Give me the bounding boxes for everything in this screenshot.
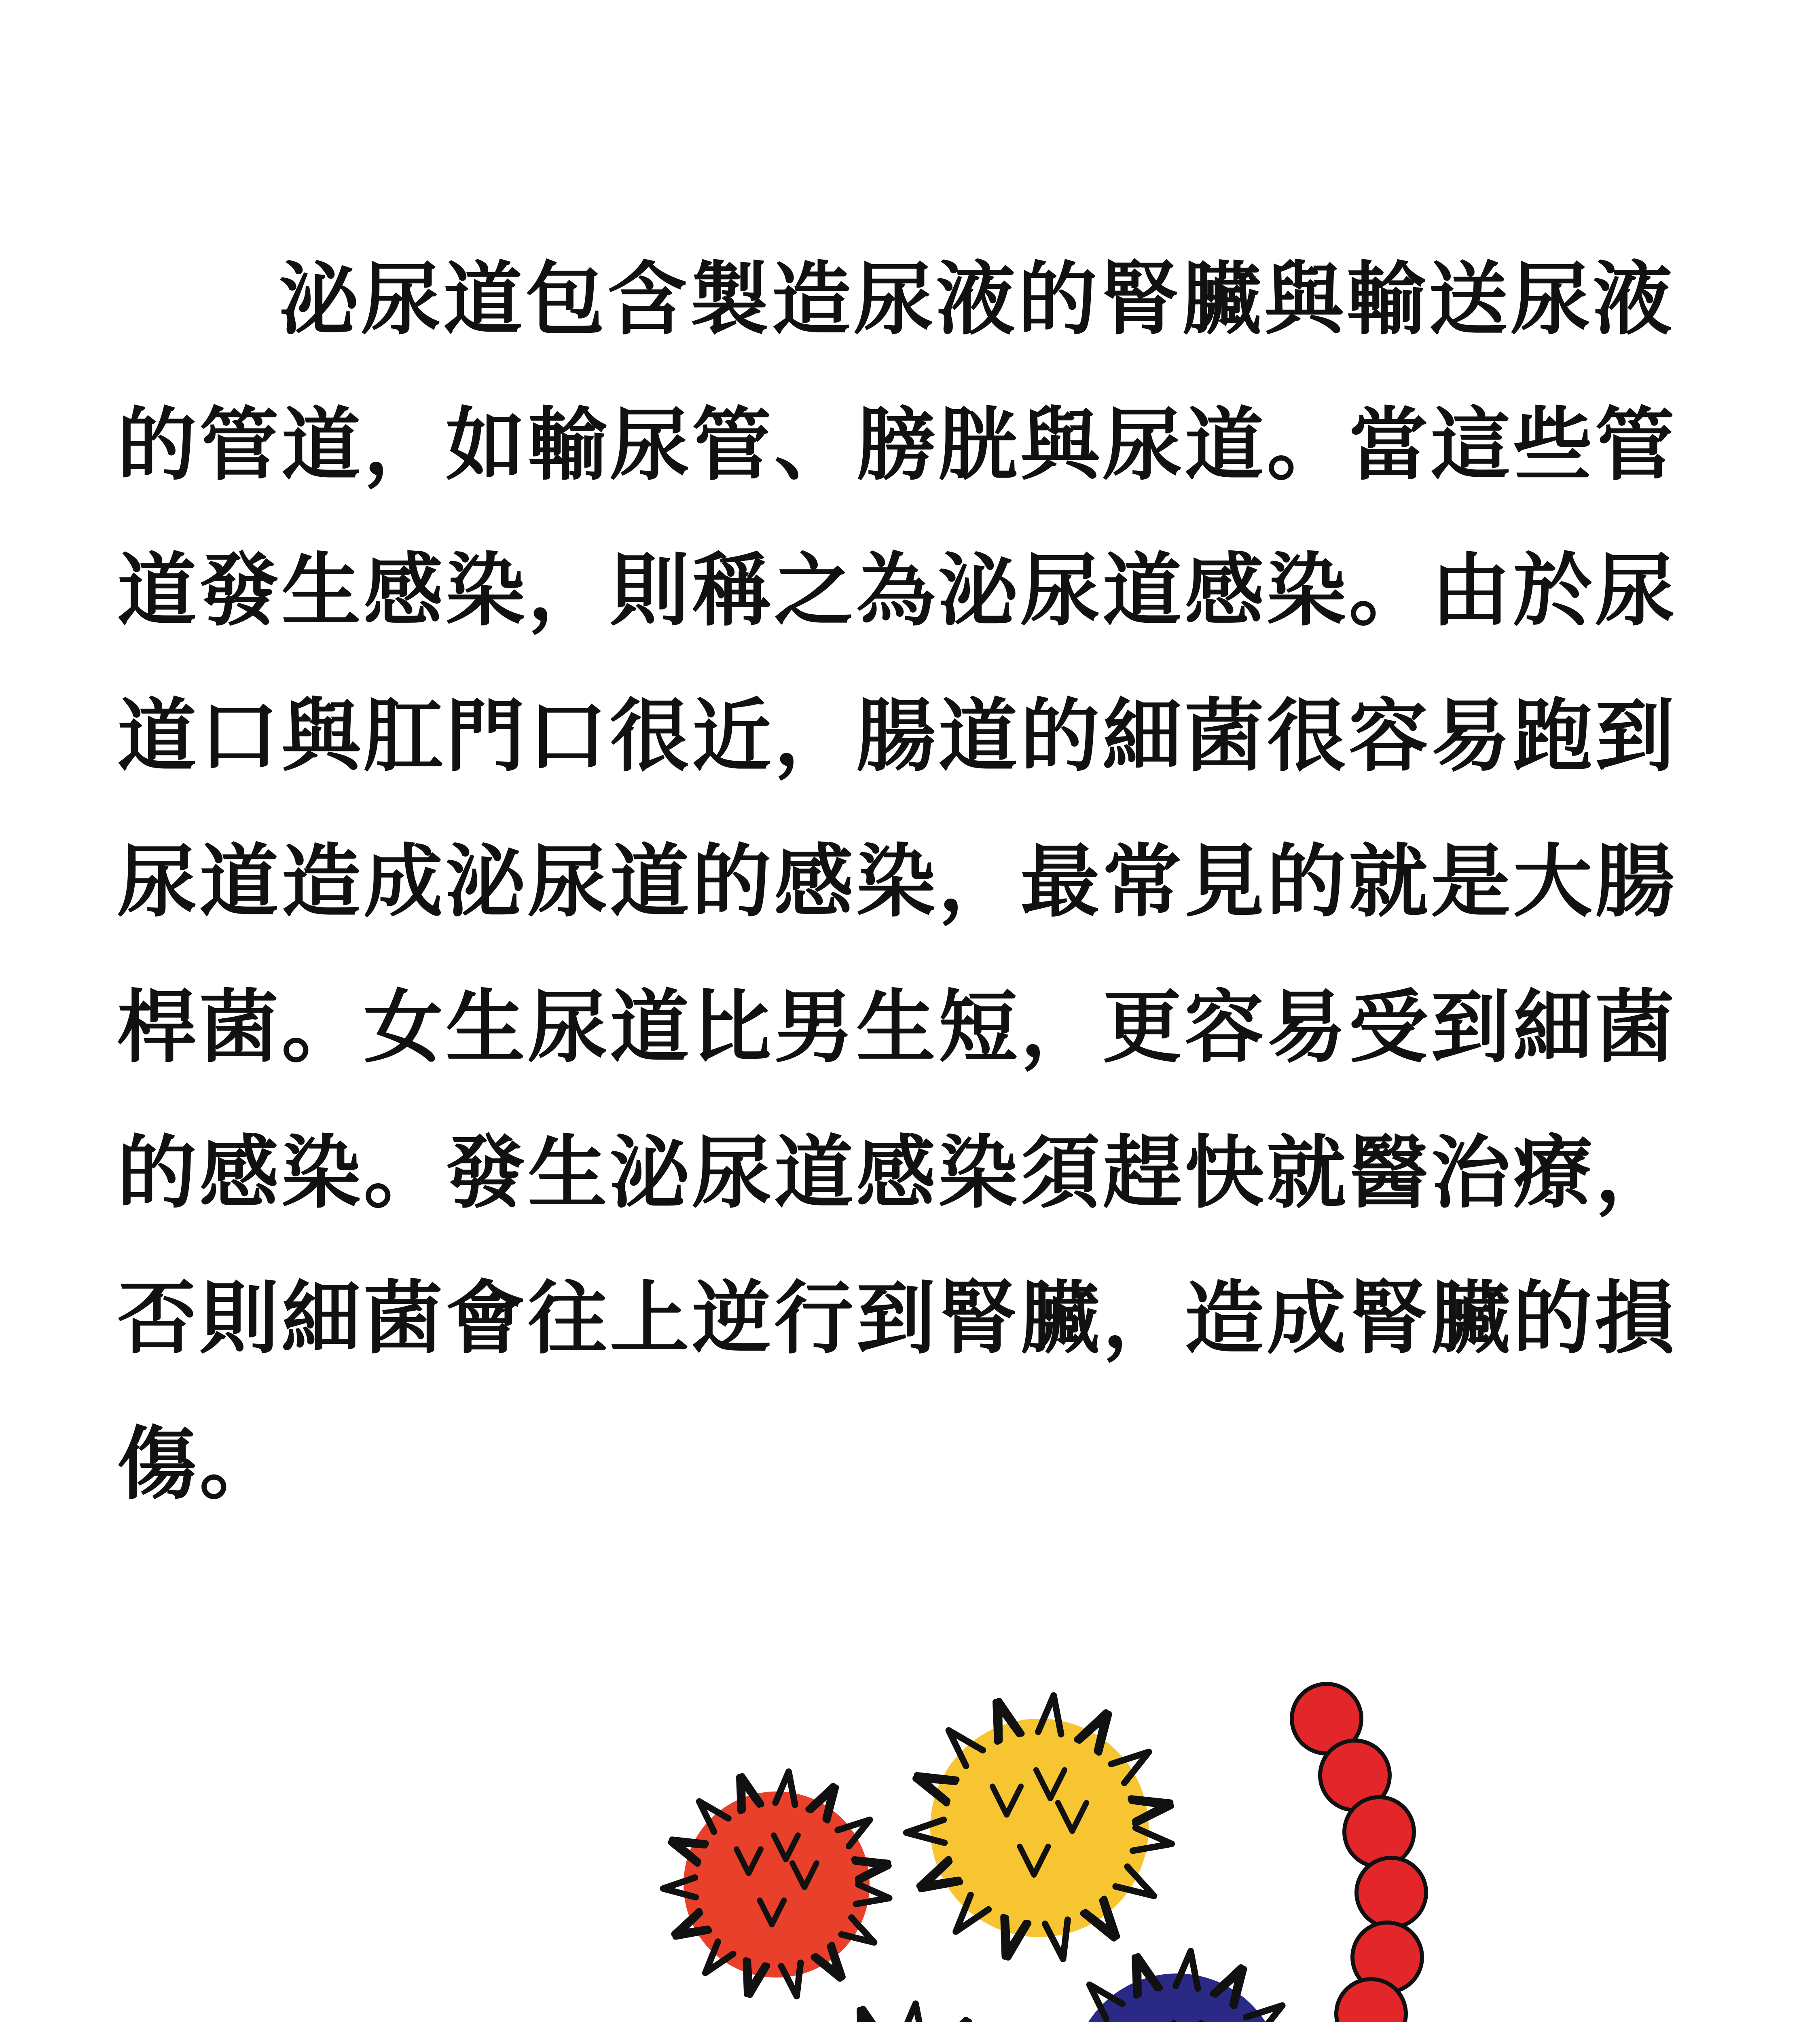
paragraph-line: 泌尿道包含製造尿液的腎臟與輸送尿液 bbox=[279, 253, 1675, 346]
paragraph-line: 否則細菌會往上逆行到腎臟，造成腎臟的損 bbox=[117, 1272, 1678, 1365]
paragraph-line: 道口與肛門口很近，腸道的細菌很容易跑到 bbox=[117, 690, 1678, 783]
bacteria-illustration bbox=[631, 1658, 1456, 2022]
paragraph-line: 尿道造成泌尿道的感染，最常見的就是大腸 bbox=[117, 835, 1678, 928]
paragraph-line: 道發生感染，則稱之為泌尿道感染。由於尿 bbox=[117, 544, 1678, 637]
paragraph-line: 的感染。發生泌尿道感染須趕快就醫治療， bbox=[117, 1126, 1678, 1219]
yellow-coccus-body bbox=[930, 1719, 1149, 1937]
chain-bead bbox=[1357, 1858, 1426, 1927]
chain-bead bbox=[1344, 1797, 1414, 1867]
bacteria-drawing bbox=[631, 1658, 1456, 2022]
paragraph bbox=[117, 226, 1687, 1537]
paragraph-line: 傷。 bbox=[117, 1417, 282, 1510]
paragraph-line: 桿菌。女生尿道比男生短，更容易受到細菌 bbox=[117, 981, 1678, 1074]
paragraph-line: 的管道，如輸尿管、膀胱與尿道。當這些管 bbox=[117, 398, 1678, 491]
